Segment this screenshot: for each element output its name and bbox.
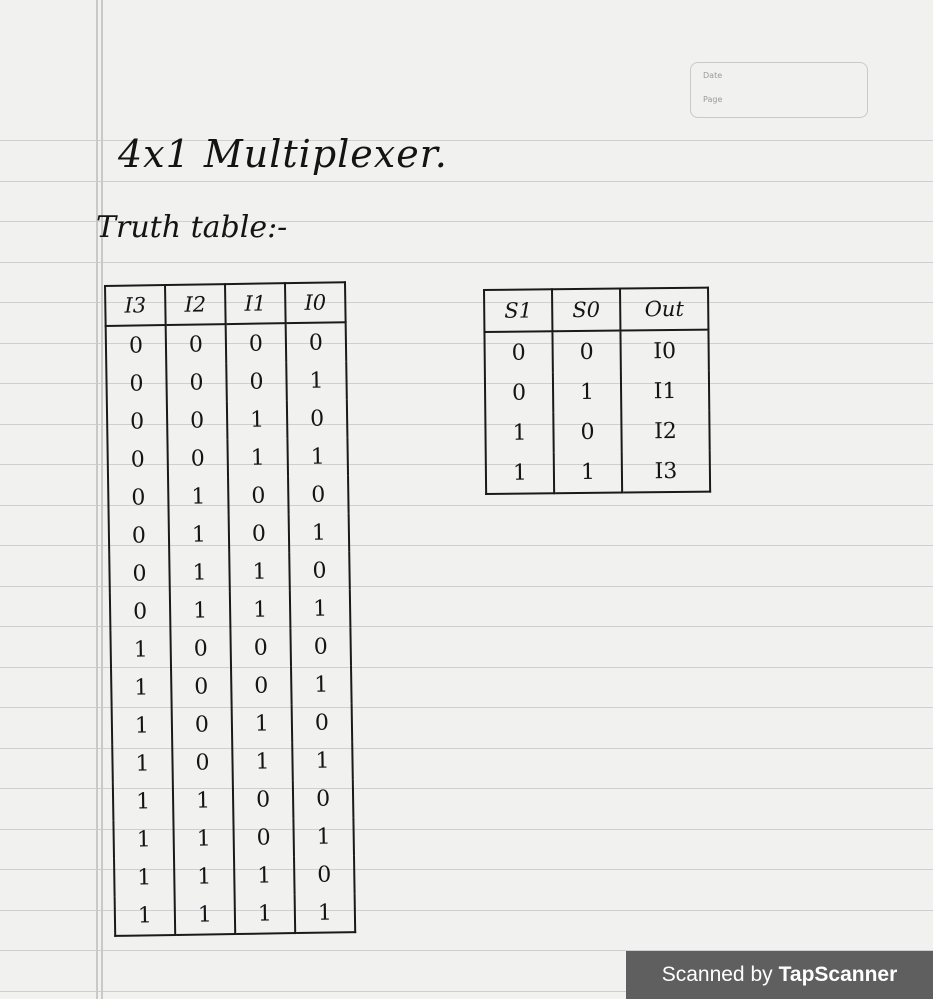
table-row xyxy=(109,513,350,555)
table-cell: 1 xyxy=(553,372,621,413)
table-cell: 1 xyxy=(286,361,347,400)
truth-table-caption: Truth table:- xyxy=(96,210,288,245)
table-cell: 0 xyxy=(166,324,227,364)
table-cell: 0 xyxy=(106,364,167,403)
table-row xyxy=(111,665,352,707)
table-cell: 1 xyxy=(229,552,290,591)
table-row xyxy=(112,741,353,783)
table-row xyxy=(113,817,354,859)
table-cell: 0 xyxy=(108,478,169,517)
table-row xyxy=(109,551,350,593)
table-row xyxy=(110,627,351,669)
select-truth-table xyxy=(483,287,711,495)
table-cell: 0 xyxy=(172,743,233,782)
table-row xyxy=(113,779,354,821)
table-cell: 0 xyxy=(226,362,287,401)
table-cell: 1 xyxy=(175,895,236,935)
table-cell: 1 xyxy=(169,515,230,554)
table-cell: 0 xyxy=(110,592,171,631)
select-table-header xyxy=(484,288,708,332)
table-cell: 0 xyxy=(166,363,227,402)
table-cell: 0 xyxy=(233,818,294,857)
table-cell: I0 xyxy=(620,330,708,372)
table-cell: 1 xyxy=(235,894,296,934)
table-cell: 1 xyxy=(111,668,172,707)
table-cell: 0 xyxy=(228,476,289,515)
column-header: S0 xyxy=(552,289,620,332)
table-cell: 1 xyxy=(486,452,554,494)
table-cell: 1 xyxy=(291,665,352,704)
table-cell: 0 xyxy=(231,666,292,705)
table-cell: 0 xyxy=(107,402,168,441)
column-header: I2 xyxy=(165,284,226,325)
input-table-body xyxy=(106,322,356,936)
margin-line xyxy=(101,0,103,999)
table-cell: 1 xyxy=(485,412,553,453)
scanner-watermark xyxy=(626,951,933,999)
table-cell: 0 xyxy=(171,667,232,706)
column-header: I1 xyxy=(225,283,286,324)
column-header: S1 xyxy=(484,289,552,332)
table-cell: 0 xyxy=(106,325,167,365)
input-table-header xyxy=(105,282,346,326)
table-cell: 1 xyxy=(232,742,293,781)
table-cell: 1 xyxy=(174,857,235,896)
table-cell: 0 xyxy=(107,440,168,479)
table-cell: 0 xyxy=(167,401,228,440)
table-cell: 1 xyxy=(114,858,175,897)
table-row xyxy=(114,855,355,897)
column-header: I0 xyxy=(285,282,346,323)
table-cell: 0 xyxy=(290,627,351,666)
table-cell: 1 xyxy=(290,589,351,628)
table-row xyxy=(110,589,351,631)
table-cell: 1 xyxy=(113,820,174,859)
table-cell: 0 xyxy=(485,372,553,413)
table-cell: 0 xyxy=(172,705,233,744)
watermark-prefix: Scanned by xyxy=(661,963,773,986)
page-label: Page xyxy=(703,95,723,104)
table-cell: 0 xyxy=(167,439,228,478)
table-cell: 1 xyxy=(110,630,171,669)
select-table-body xyxy=(484,330,710,494)
table-cell: 1 xyxy=(289,513,350,552)
table-row xyxy=(112,703,353,745)
table-cell: 0 xyxy=(230,628,291,667)
table-row xyxy=(486,451,710,494)
table-cell: 0 xyxy=(288,475,349,514)
table-cell: 1 xyxy=(234,856,295,895)
margin-line xyxy=(96,0,98,999)
table-cell: I3 xyxy=(622,451,710,493)
table-cell: 1 xyxy=(554,452,622,494)
table-row xyxy=(106,322,347,365)
table-cell: 1 xyxy=(295,893,356,933)
ruled-line xyxy=(0,181,933,182)
table-cell: 0 xyxy=(294,855,355,894)
table-cell: 0 xyxy=(553,412,621,453)
table-row xyxy=(107,437,348,479)
table-cell: 0 xyxy=(109,516,170,555)
ruled-line xyxy=(0,262,933,263)
table-cell: 1 xyxy=(173,781,234,820)
date-page-box xyxy=(690,62,868,118)
table-cell: 1 xyxy=(227,400,288,439)
table-row xyxy=(485,371,709,413)
table-row xyxy=(106,361,347,403)
table-cell: 1 xyxy=(293,817,354,856)
table-cell: 1 xyxy=(292,741,353,780)
table-cell: 1 xyxy=(115,896,176,936)
table-cell: I2 xyxy=(621,411,709,452)
table-cell: 0 xyxy=(286,322,347,362)
table-cell: 1 xyxy=(170,591,231,630)
table-cell: 0 xyxy=(287,399,348,438)
page-title: 4x1 Multiplexer. xyxy=(118,132,448,176)
table-cell: 1 xyxy=(168,477,229,516)
column-header: I3 xyxy=(105,285,166,326)
table-cell: 0 xyxy=(293,779,354,818)
table-cell: 0 xyxy=(233,780,294,819)
table-cell: 1 xyxy=(230,590,291,629)
table-cell: 0 xyxy=(289,551,350,590)
table-cell: 1 xyxy=(173,819,234,858)
table-cell: 0 xyxy=(170,629,231,668)
watermark-brand: TapScanner xyxy=(778,963,898,986)
table-cell: I1 xyxy=(621,371,709,412)
table-cell: 1 xyxy=(112,744,173,783)
table-row xyxy=(484,330,708,373)
table-cell: 0 xyxy=(109,554,170,593)
table-row xyxy=(108,475,349,517)
date-label: Date xyxy=(703,71,723,80)
table-cell: 0 xyxy=(292,703,353,742)
table-row xyxy=(485,411,709,453)
table-row xyxy=(107,399,348,441)
table-row xyxy=(115,893,356,936)
table-cell: 1 xyxy=(112,706,173,745)
column-header: Out xyxy=(620,288,708,331)
table-cell: 0 xyxy=(226,323,287,363)
table-cell: 1 xyxy=(287,437,348,476)
input-truth-table xyxy=(104,281,356,937)
table-cell: 1 xyxy=(169,553,230,592)
table-cell: 1 xyxy=(232,704,293,743)
table-cell: 1 xyxy=(113,782,174,821)
table-cell: 1 xyxy=(227,438,288,477)
table-cell: 0 xyxy=(229,514,290,553)
table-cell: 0 xyxy=(552,331,620,373)
table-cell: 0 xyxy=(484,331,552,373)
